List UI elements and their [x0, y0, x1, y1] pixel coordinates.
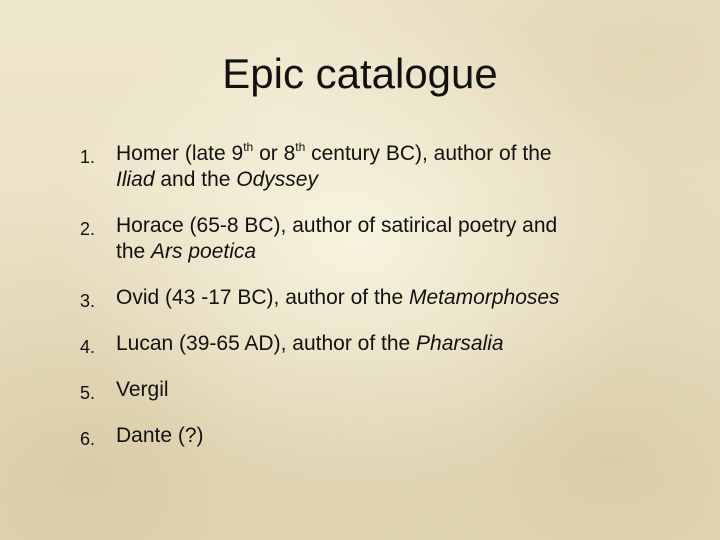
text-run: the	[116, 240, 152, 263]
superscript: th	[243, 140, 254, 154]
list-item-number: 3.	[80, 291, 96, 311]
list-item-number: 4.	[80, 337, 96, 357]
text-run: Horace (65-8 BC), author of satirical poetry and	[116, 214, 558, 237]
work-title: Ars poetica	[151, 240, 257, 263]
list-item-text	[116, 213, 636, 265]
list-item-text	[116, 377, 636, 403]
work-title: Pharsalia	[416, 332, 504, 355]
text-run: or 8	[253, 142, 296, 165]
work-title: Metamorphoses	[408, 286, 560, 309]
list-item-number: 6.	[80, 429, 96, 449]
text-run: Ovid (43 -17 BC), author of the	[116, 286, 409, 309]
text-run: Lucan (39-65 AD), author of the	[116, 332, 417, 355]
list-item-text	[116, 423, 636, 449]
list-item-text	[116, 141, 636, 193]
text-run: Vergil	[116, 378, 169, 401]
work-title: Iliad	[116, 168, 155, 191]
list-item-number: 2.	[80, 219, 96, 239]
text-run: and the	[154, 168, 237, 191]
text-run: Homer (late 9	[116, 142, 244, 165]
slide-title-text: Epic catalogue	[222, 50, 498, 97]
text-run: Dante (?)	[116, 424, 204, 447]
list-item-number: 5.	[80, 383, 96, 403]
text-run: century BC), author of the	[305, 142, 552, 165]
list-item-text	[116, 331, 636, 357]
list-item-number: 1.	[80, 147, 96, 167]
superscript: th	[295, 140, 306, 154]
list-item-text	[116, 285, 636, 311]
work-title: Odyssey	[236, 168, 318, 191]
